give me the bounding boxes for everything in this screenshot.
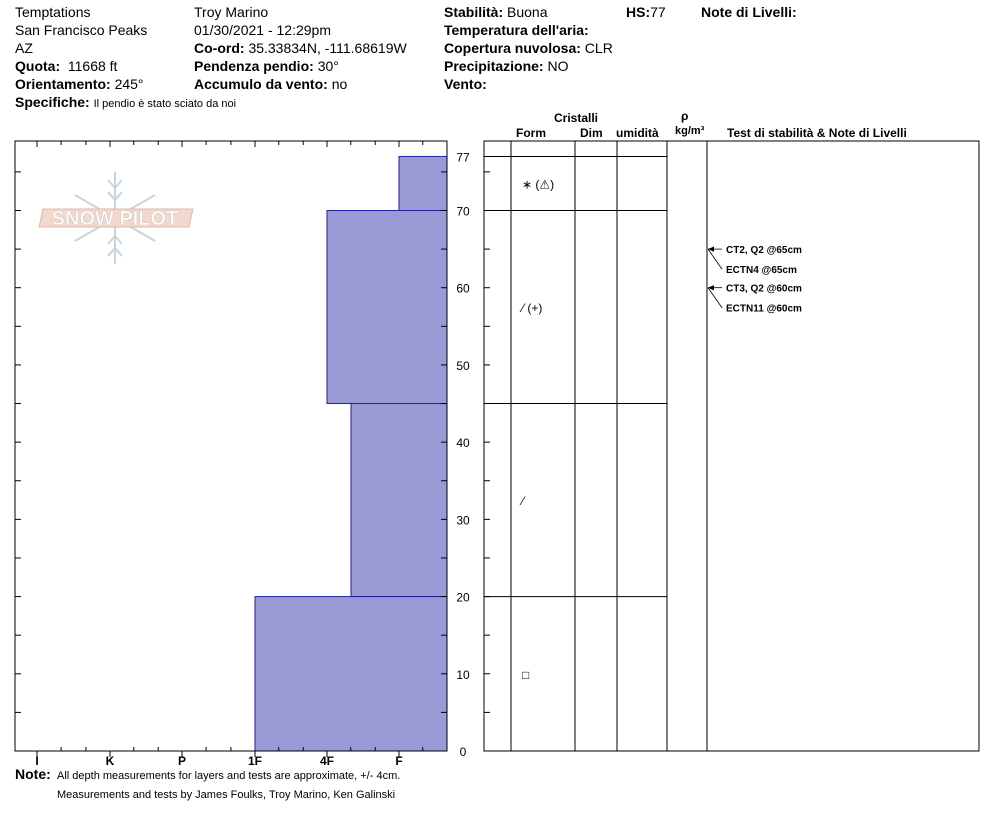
precip-label: Precipitazione: [444, 58, 544, 74]
depth-label-70: 70 [456, 204, 470, 219]
depth-label-77: 77 [456, 150, 470, 165]
hardness-label-K: K [105, 754, 115, 768]
form-header: Form [516, 126, 546, 140]
crystal-form-3: □ [522, 667, 530, 682]
depth-label-50: 50 [456, 358, 470, 373]
hardness-label-4F: 4F [319, 754, 335, 768]
size-header: Dim [580, 126, 603, 140]
state-name: AZ [15, 40, 33, 56]
crystal-form-2: ⁄ [522, 494, 525, 509]
elevation-value: 11668 ft [67, 58, 118, 74]
stability-label: Stabilità: [444, 4, 504, 20]
datetime: 01/30/2021 - 12:29pm [194, 22, 331, 38]
air-temp-label: Temperatura dell'aria: [444, 22, 589, 38]
aspect-value: 245° [114, 76, 144, 92]
depth-label-0: 0 [459, 745, 467, 759]
layer-notes-label: Note di Livelli: [701, 4, 797, 20]
rho-header: ρ [681, 109, 689, 123]
area-name: San Francisco Peaks [15, 22, 148, 38]
observer: Troy Marino [194, 4, 269, 20]
stability-test-label-3: ECTN11 @60cm [726, 303, 802, 315]
hardness-bar-0 [399, 156, 447, 210]
hardness-label-1F: 1F [247, 754, 263, 768]
hs-value: 77 [650, 4, 666, 20]
stability-test-label-0: CT2, Q2 @65cm [726, 245, 802, 257]
snowflake-logo-icon [39, 172, 193, 264]
footer-measured-by: Measurements and tests by James Foulks, Troy Marino, Ken Galinski [57, 789, 396, 801]
depth-label-30: 30 [456, 513, 470, 528]
depth-label-20: 20 [456, 590, 470, 605]
depth-label-10: 10 [456, 667, 470, 682]
precip-value: NO [547, 58, 569, 74]
elevation-label: Quota: [15, 58, 61, 74]
cloud-label: Copertura nuvolosa: [444, 40, 581, 56]
wind-loading-value: no [331, 76, 348, 92]
logo-text: SNOW PILOT [51, 208, 179, 230]
wind-label: Vento: [444, 76, 487, 92]
cloud-value: CLR [584, 40, 613, 56]
footer-note-text: All depth measurements for layers and tests are approximate, +/- 4cm. [57, 770, 401, 782]
specifics-value: Il pendio è stato sciato da noi [93, 98, 237, 110]
footer-note-label: Note: [15, 766, 51, 782]
depth-label-40: 40 [456, 436, 470, 451]
tests-header: Test di stabilità & Note di Livelli [727, 126, 907, 140]
location-name: Temptations [15, 4, 91, 20]
crystals-header: Cristalli [554, 111, 599, 125]
stability-value: Buona [507, 4, 548, 20]
density-unit-header: kg/m³ [675, 125, 705, 137]
hardness-bar-3 [255, 597, 447, 751]
hs-label: HS: [626, 4, 651, 20]
stability-test-pointer-3 [708, 288, 722, 308]
moisture-header: umidità [616, 126, 659, 140]
hardness-bar-2 [351, 404, 447, 597]
crystal-form-1: ⁄ (+) [522, 301, 543, 316]
stability-test-pointer-1 [708, 249, 722, 269]
coords-label: Co-ord: [194, 40, 245, 56]
hardness-label-F: F [395, 754, 403, 768]
aspect-label: Orientamento: [15, 76, 111, 92]
wind-loading-label: Accumulo da vento: [194, 76, 328, 92]
slope-value: 30° [317, 58, 339, 74]
depth-label-60: 60 [456, 281, 470, 296]
specifics-label: Specifiche: [15, 94, 90, 110]
hardness-label-P: P [177, 754, 187, 768]
stability-test-label-1: ECTN4 @65cm [726, 265, 797, 277]
hardness-bar-1 [327, 210, 447, 403]
hardness-label-I: I [35, 754, 39, 768]
stability-test-label-2: CT3, Q2 @60cm [726, 283, 802, 295]
crystal-form-0: ∗ (⚠) [522, 177, 555, 192]
coords-value: 35.33834N, -111.68619W [248, 40, 407, 56]
layer-table-frame [484, 141, 979, 751]
slope-label: Pendenza pendio: [194, 58, 314, 74]
